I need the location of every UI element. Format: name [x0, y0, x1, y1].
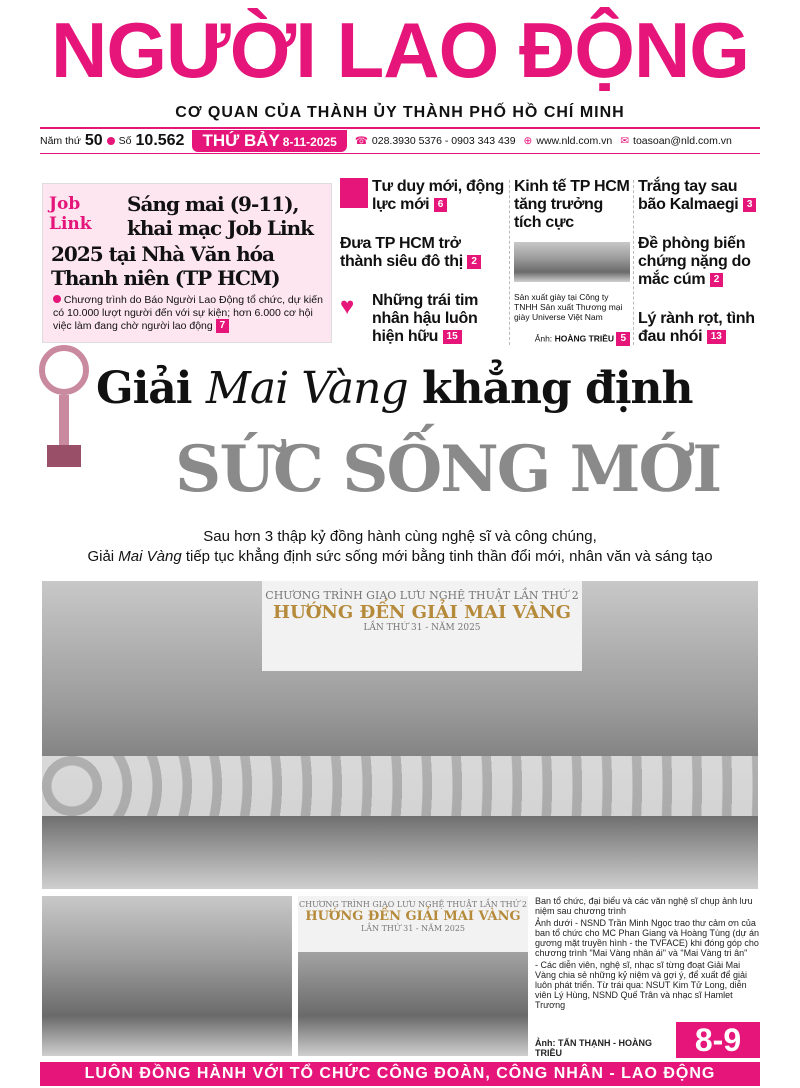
lead-headline-2: SỨC SỐNG MỚI — [175, 432, 721, 507]
divider — [40, 153, 760, 154]
footer-slogan: LUÔN ĐỒNG HÀNH VỚI TỔ CHỨC CÔNG ĐOÀN, CÔNG NHÂN - LAO ĐỘNG — [40, 1062, 760, 1086]
email-link[interactable]: toasoan@nld.com.vn — [633, 135, 732, 147]
award-photo — [42, 896, 292, 1056]
masthead-subtitle: CƠ QUAN CỦA THÀNH ỦY THÀNH PHỐ HỒ CHÍ MINH — [175, 104, 625, 121]
story[interactable] — [638, 178, 760, 214]
caption-3: - Các diễn viên, nghệ sĩ, nhạc sĩ từng đoạt Giải Mai Vàng chia sẻ những kỷ niệm và gợi ý, để xuất để giải luôn phát triển. Từ trái qua: NSUT Kim Tử Long, diễn viên Lý Hùng, NSND Quế Trân và nhạc sĩ Hamlet Trương — [535, 960, 748, 1010]
bullet-icon — [53, 295, 61, 303]
panel-photo: CHƯƠNG TRÌNH GIAO LƯU NGHỆ THUẬT LẦN THỨ 2 HƯỚNG ĐẾN GIẢI MAI VÀNG LẦN THỨ 31 - NĂM 2025 — [298, 896, 528, 1056]
caption-1: Ban tổ chức, đại biểu và các văn nghệ sĩ chụp ảnh lưu niệm sau chương trình — [535, 896, 753, 916]
page-ref: 3 — [743, 198, 757, 212]
story[interactable] — [638, 310, 760, 346]
issue-number: 10.562 — [135, 132, 185, 149]
divider — [509, 180, 510, 345]
story-title: Trắng tay sau bão Kalmaegi — [638, 178, 739, 213]
mai-vang-trophy-icon — [38, 345, 90, 475]
date-box — [192, 130, 346, 152]
story-title-cont: 2025 tại Nhà Văn hóa Thanh niên (TP HCM) — [51, 242, 280, 290]
mail-icon: ✉ — [620, 135, 630, 147]
story-photo — [514, 242, 630, 282]
page-ref: 7 — [216, 319, 230, 333]
caption-2: Ảnh dưới - NSND Trần Minh Ngọc trao thư cảm ơn của ban tổ chức cho MC Phan Giang và Hoàng Tùng (dự án gương mặt truyền hình - the TVFACE) khi đóng góp cho chương trình "Mai Vàng nhân ái" và "Mai Vàng tri ân" — [535, 918, 760, 958]
globe-icon: ⊕ — [523, 135, 533, 147]
phone-icon: ☎ — [354, 135, 368, 147]
website-link[interactable]: www.nld.com.vn — [536, 135, 613, 147]
page-ref: 5 — [616, 332, 630, 346]
story[interactable] — [340, 292, 506, 346]
job-link-logo: Job Link — [49, 194, 92, 234]
story-summary: Chương trình do Báo Người Lao Động tổ chức, dự kiến có 10.000 lượt người đến với sự kiện; hơn 6.000 cơ hội việc làm đang chờ người lao động — [53, 294, 323, 332]
bullet-icon — [107, 137, 115, 145]
photo-credit: Ảnh: TẤN THẠNH - HOÀNG TRIỀU — [535, 1038, 652, 1058]
credit-label: Ảnh: — [534, 333, 553, 344]
year-label: Năm thứ — [40, 135, 81, 147]
lead-photo — [42, 581, 758, 889]
story[interactable] — [340, 178, 506, 214]
photo-credit: HOÀNG TRIỀU — [554, 333, 615, 344]
story-title: Sáng mai (9-11), khai mạc Job Link — [127, 192, 313, 240]
photo-caption: Sản xuất giày tại Công ty TNHH Sản xuất Thương mại giày Universe Việt Nam — [514, 292, 623, 322]
story-column-3 — [638, 178, 760, 346]
date: 8-11-2025 — [282, 135, 337, 149]
story[interactable] — [638, 235, 760, 289]
masthead-title: NGƯỜI LAO ĐỘNG — [51, 6, 749, 94]
stage-banner: CHƯƠNG TRÌNH GIAO LƯU NGHỆ THUẬT LẦN THỨ 2 HƯỚNG ĐẾN GIẢI MAI VÀNG LẦN THỨ 31 - NĂM 2025 — [262, 581, 582, 671]
divider — [633, 180, 634, 345]
lead-deck: Sau hơn 3 thập kỷ đồng hành cùng nghệ sĩ và công chúng, Giải Mai Vàng tiếp tục khẳng định sức sống mới bằng tinh thần đổi mới, nhân văn và sáng tạo — [87, 528, 713, 565]
issue-bar — [40, 131, 760, 151]
story-title: Tư duy mới, động lực mới — [372, 178, 504, 213]
congress-logo-icon — [340, 178, 368, 208]
page-ref: 13 — [707, 330, 726, 344]
story-title: Những trái tim nhân hậu luôn hiện hữu — [372, 292, 479, 345]
year: 50 — [84, 132, 103, 149]
page-ref: 6 — [434, 198, 448, 212]
story-title: Kinh tế TP HCM tăng trưởng tích cực — [514, 178, 630, 231]
job-link-story[interactable] — [42, 183, 332, 343]
weekday: THỨ BẢY — [202, 131, 280, 150]
story-title: Lý rành rọt, tình đau nhói — [638, 310, 755, 345]
page-ref: 2 — [467, 255, 481, 269]
phone: 028.3930 5376 - 0903 343 439 — [371, 135, 516, 147]
story[interactable] — [514, 178, 630, 346]
page-ref: 15 — [443, 330, 462, 344]
page-ref-large: 8-9 — [676, 1022, 760, 1058]
story-title: Đưa TP HCM trở thành siêu đô thị — [340, 235, 463, 270]
lead-headline: Giải Mai Vàng khẳng định — [96, 363, 693, 414]
divider — [40, 127, 760, 129]
story-column-1 — [340, 178, 506, 346]
page-ref: 2 — [710, 273, 724, 287]
photo-captions — [535, 896, 760, 1058]
heart-hands-icon: ♥ — [340, 293, 355, 320]
story-title: Đề phòng biến chứng nặng do mắc cúm — [638, 235, 751, 288]
issue-label: Số — [118, 135, 132, 147]
story[interactable] — [340, 235, 506, 271]
